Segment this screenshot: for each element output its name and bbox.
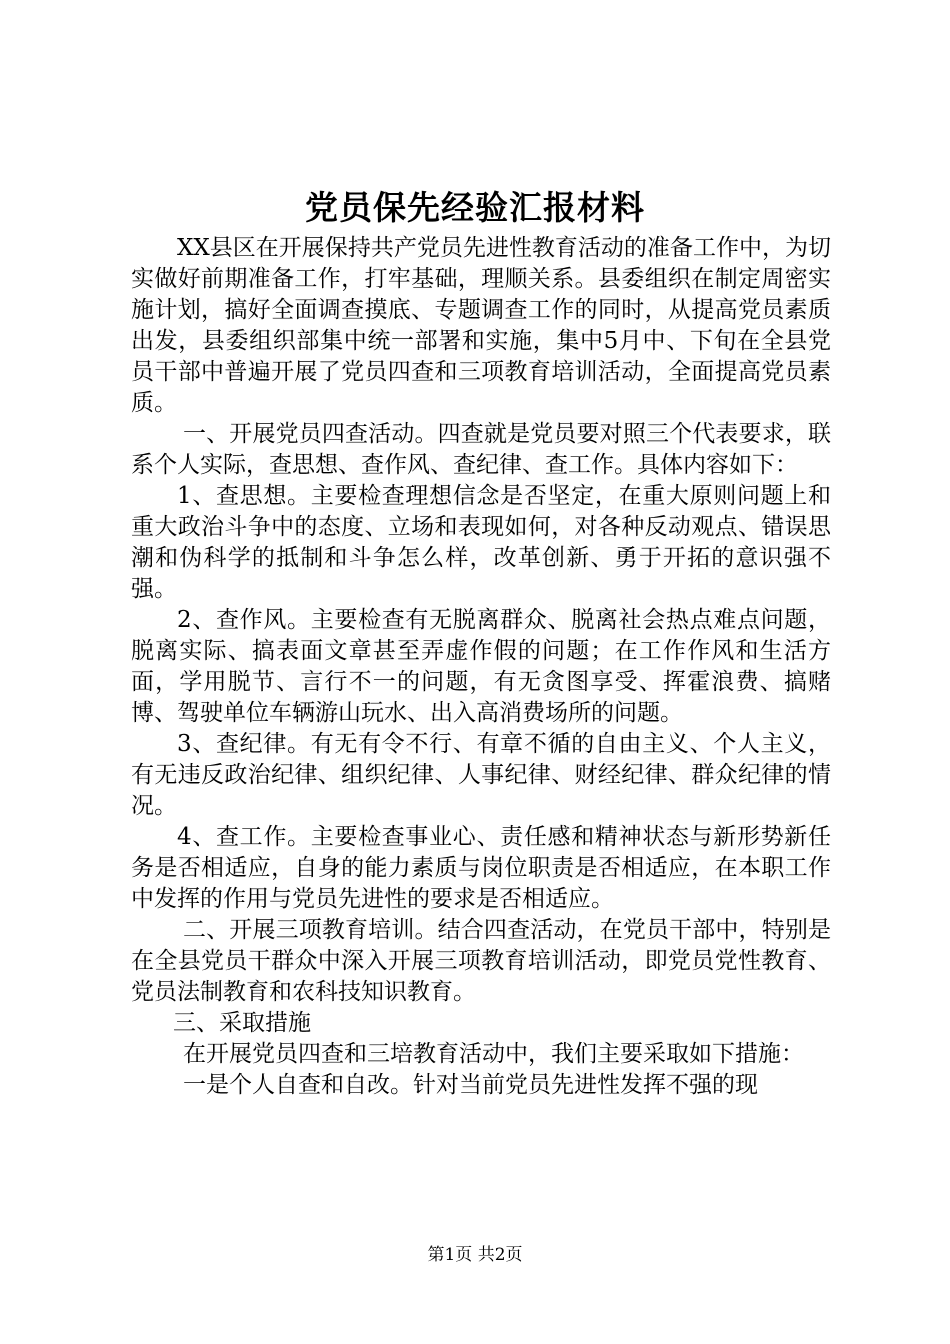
paragraph-measure-one: 一是个人自查和自改。针对当前党员先进性发挥不强的现 [183, 1072, 758, 1098]
paragraph-section-two: 二、开展三项教育培训。结合四查活动，在党员干部中，特别是在全县党员干群众中深入开展三项教育培训活动，即党员党性教育、党员法制教育和农科技知识教育。 [131, 917, 831, 1005]
document-body [131, 233, 831, 1101]
paragraph-item-two: 2、查作风。主要检查有无脱离群众、脱离社会热点难点问题，脱离实际、搞表面文章甚至弄虚作假的问题；在工作作风和生活方面，学用脱节、言行不一的问题，有无贪图享受、挥霍浪费、搞赌博、驾驶单位车辆游山玩水、出入高消费场所的问题。 [131, 607, 831, 726]
paragraph-intro: XX县区在开展保持共产党员先进性教育活动的准备工作中，为切实做好前期准备工作，打牢基础，理顺关系。县委组织在制定周密实施计划，搞好全面调查摸底、专题调查工作的同时，从提高党员素质出发，县委组织部集中统一部署和实施，集中5月中、下旬在全县党员干部中普遍开展了党员四查和三项教育培训活动，全面提高党员素质。 [131, 235, 831, 416]
page-footer: 第1页 共2页 [427, 1245, 523, 1265]
paragraph-measures: 在开展党员四查和三培教育活动中，我们主要采取如下措施： [183, 1041, 804, 1067]
paragraph-item-one: 1、查思想。主要检查理想信念是否坚定，在重大原则问题上和重大政治斗争中的态度、立场和表现如何，对各种反动观点、错误思潮和伪科学的抵制和斗争怎么样，改革创新、勇于开拓的意识强不强。 [131, 483, 831, 602]
document-title: 党员保先经验汇报材料 [305, 188, 645, 227]
paragraph-section-one: 一、开展党员四查活动。四查就是党员要对照三个代表要求，联系个人实际，查思想、查作风、查纪律、查工作。具体内容如下： [131, 421, 831, 478]
paragraph-section-three: 三、采取措施 [173, 1010, 311, 1036]
paragraph-item-four: 4、查工作。主要检查事业心、责任感和精神状态与新形势新任务是否相适应，自身的能力素质与岗位职责是否相适应，在本职工作中发挥的作用与党员先进性的要求是否相适应。 [131, 824, 831, 912]
paragraph-item-three: 3、查纪律。有无有令不行、有章不循的自由主义、个人主义，有无违反政治纪律、组织纪律、人事纪律、财经纪律、群众纪律的情况。 [131, 731, 831, 819]
